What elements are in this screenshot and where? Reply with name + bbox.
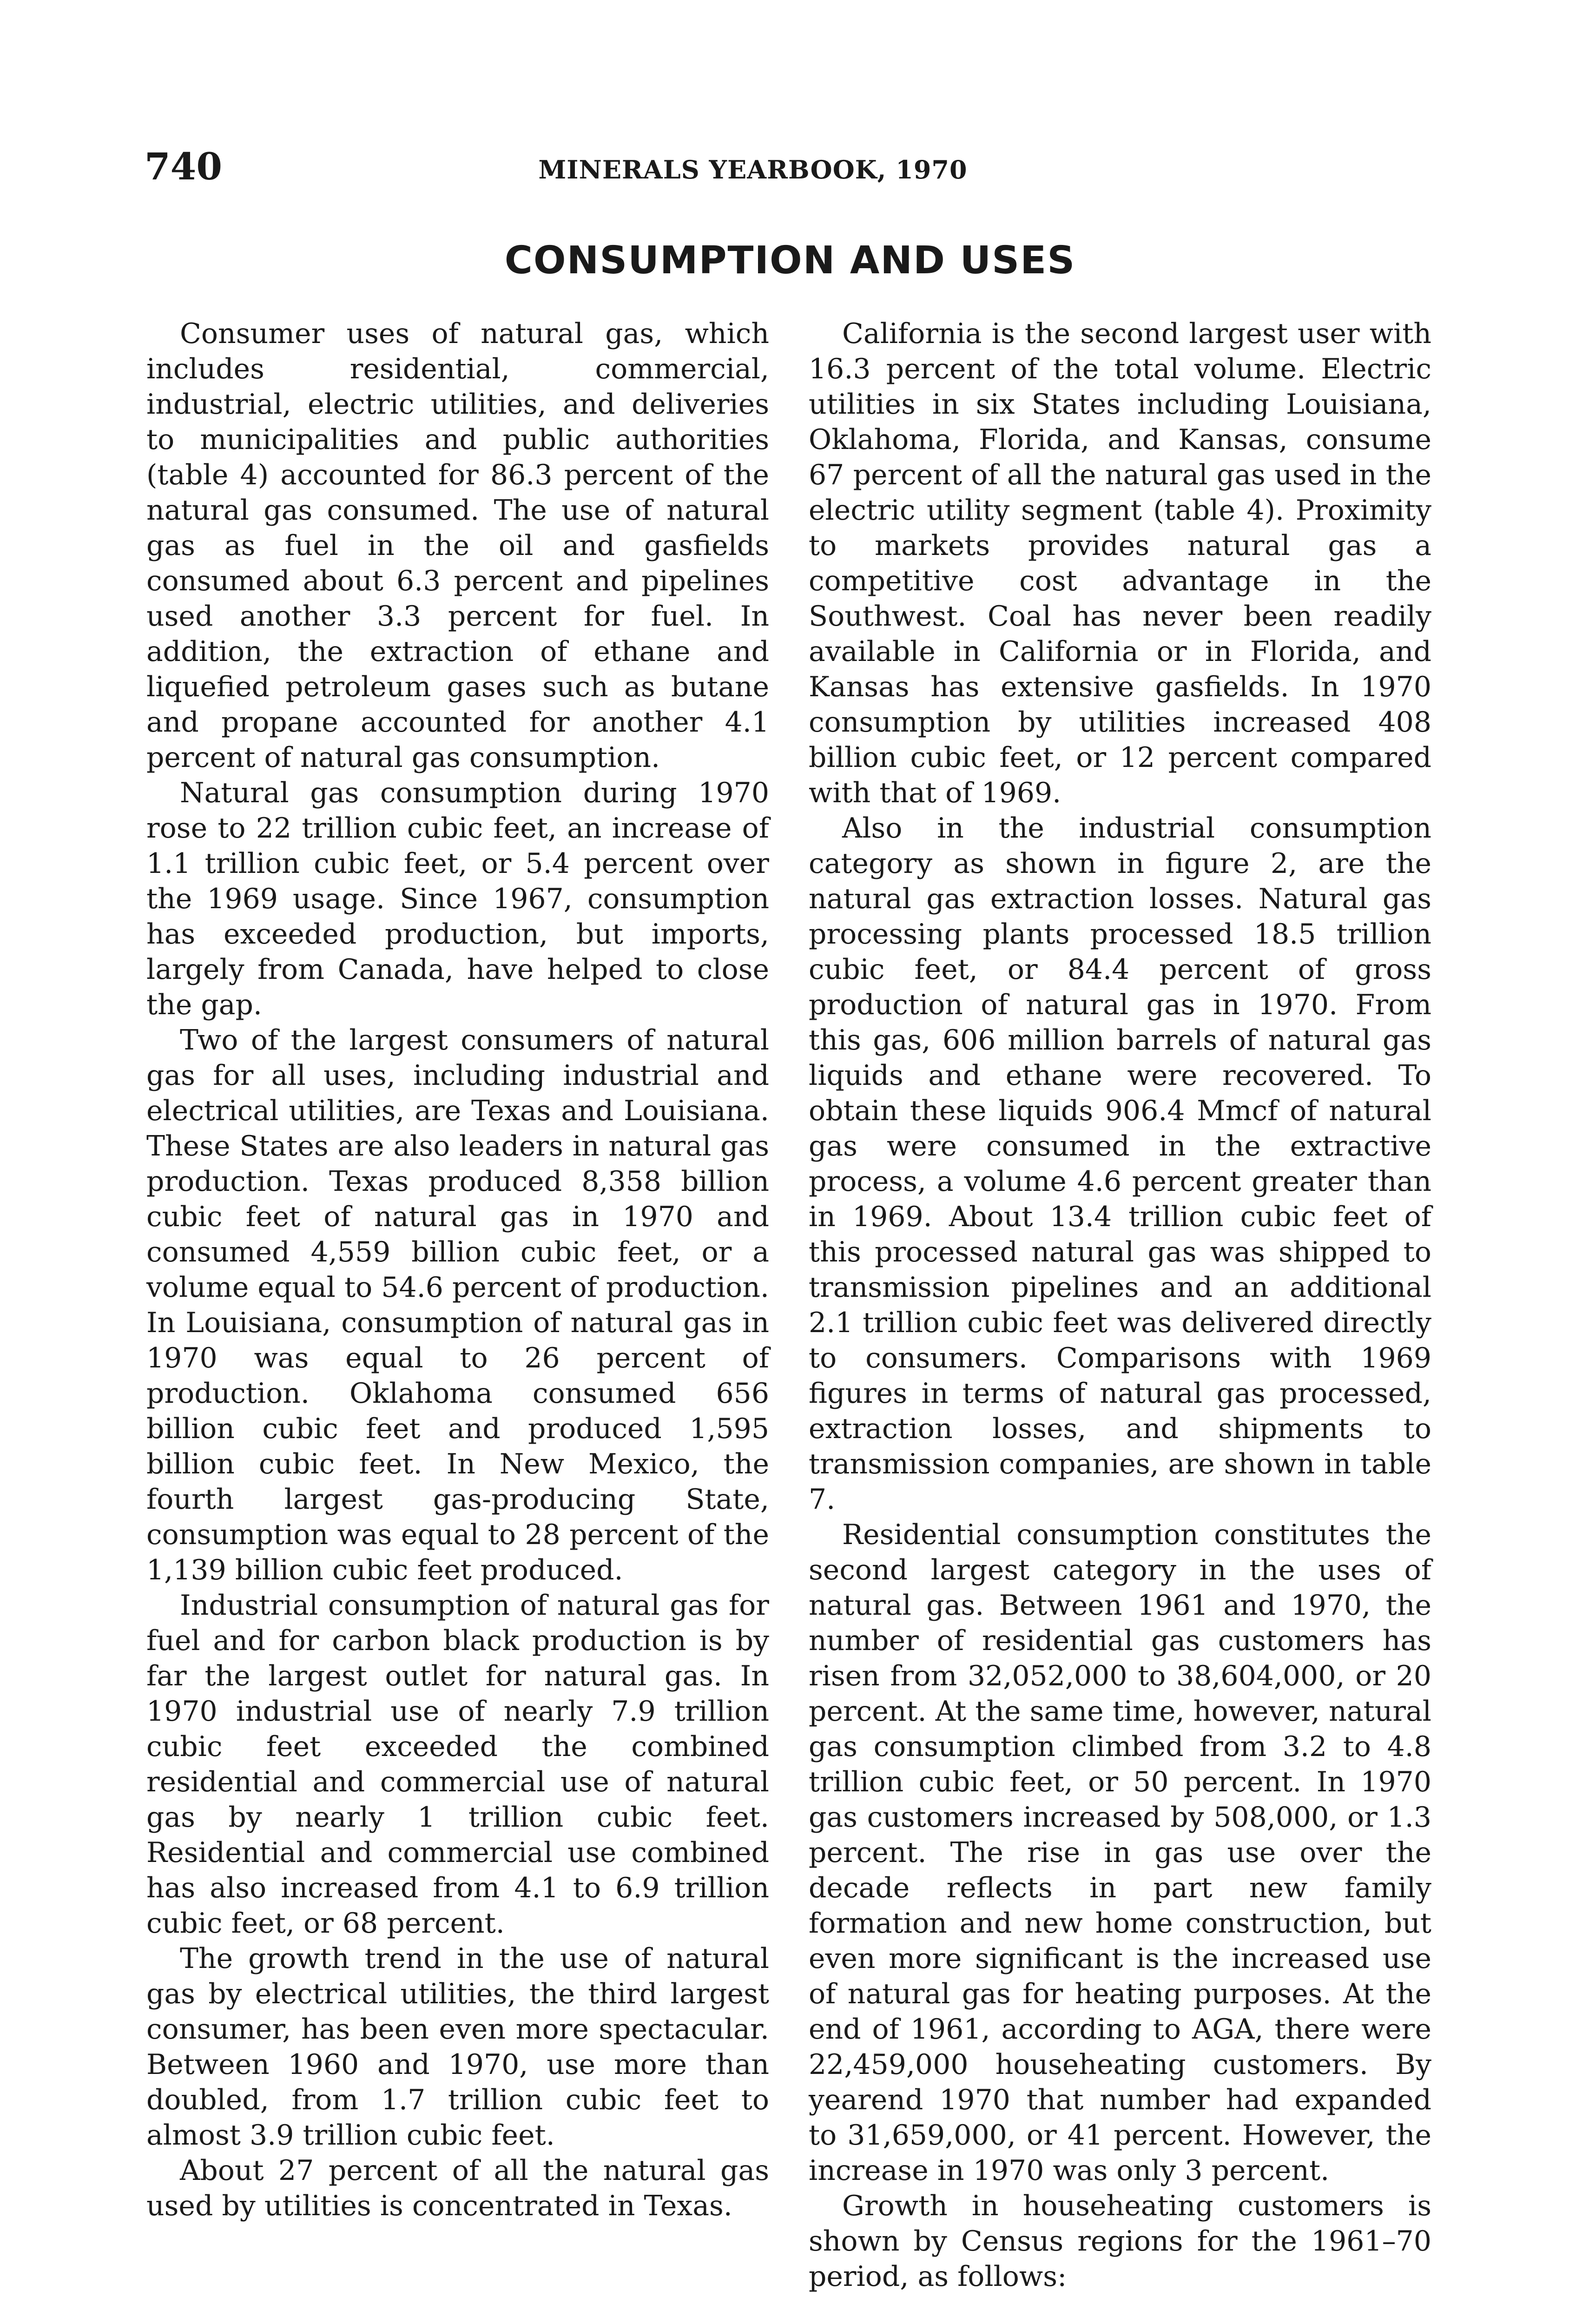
paragraph: Growth in househeating customers is shown by Census regions for the 1961–70 period, as follows: (809, 2190, 1431, 2293)
paragraph: Also in the industrial consumption category as shown in figure 2, are the natural gas extraction losses. Natural gas processing plants processed 18.5 trillion cubic feet, or 84.4 percent of gross production of natural gas in 1970. From this gas, 606 million barrels of natural gas liquids and ethane were recovered. To obtain these liquids 906.4 Mmcf of natural gas were consumed in the extractive process, a volume 4.6 percent greater than in 1969. About 13.4 trillion cubic feet of this processed natural gas was shipped to transmission pipelines and an additional 2.1 trillion cubic feet was delivered directly to consumers. Comparisons with 1969 figures in terms of natural gas processed, extraction losses, and shipments to transmission companies, are shown in table 7. (809, 812, 1431, 1516)
paragraph: Natural gas consumption during 1970 rose to 22 trillion cubic feet, an increase of 1.1 trillion cubic feet, or 5.4 percent over the 1969 usage. Since 1967, consumption has exceeded production, but imports, largely from Canada, have helped to close the gap. (146, 777, 769, 1021)
running-title: MINERALS YEARBOOK, 1970 (538, 155, 968, 185)
paragraph: The growth trend in the use of natural gas by electrical utilities, the third largest consumer, has been even more spectacular. Between 1960 and 1970, use more than doubled, from 1.7 trillion cubic feet to almost 3.9 trillion cubic feet. (146, 1942, 769, 2152)
paragraph: Residential consumption constitutes the second largest category in the uses of natural gas. Between 1961 and 1970, the number of residential gas customers has risen from 32,052,000 to 38,604,000, or 20 percent. At the same time, however, natural gas consumption climbed from 3.2 to 4.8 trillion cubic feet, or 50 percent. In 1970 gas customers increased by 508,000, or 1.3 percent. The rise in gas use over the decade reflects in part new family formation and new home construction, but even more significant is the increased use of natural gas for heating purposes. At the end of 1961, according to AGA, there were 22,459,000 househeating customers. By yearend 1970 that number had expanded to 31,659,000, or 41 percent. However, the increase in 1970 was only 3 percent. (809, 1519, 1431, 2187)
paragraph: Industrial consumption of natural gas for fuel and for carbon black production is by far the largest outlet for natural gas. In 1970 industrial use of nearly 7.9 trillion cubic feet exceeded the combined residential and commercial use of natural gas by nearly 1 trillion cubic feet. Residential and commercial use combined has also increased from 4.1 to 6.9 trillion cubic feet, or 68 percent. (146, 1589, 769, 1940)
section-title: CONSUMPTION AND USES (504, 238, 1076, 283)
page-number: 740 (145, 145, 222, 188)
right-column (809, 316, 1431, 2294)
paragraph: About 27 percent of all the natural gas used by utilities is concentrated in Texas. (146, 2154, 769, 2222)
paragraph: Consumer uses of natural gas, which includes residential, commercial, industrial, electric utilities, and deliveries to municipalities and public authorities (table 4) accounted for 86.3 percent of the natural gas consumed. The use of natural gas as fuel in the oil and gasfields consumed about 6.3 percent and pipelines used another 3.3 percent for fuel. In addition, the extraction of ethane and liquefied petroleum gases such as butane and propane accounted for another 4.1 percent of natural gas consumption. (146, 317, 769, 774)
paragraph: California is the second largest user with 16.3 percent of the total volume. Electric utilities in six States including Louisiana, Oklahoma, Florida, and Kansas, consume 67 percent of all the natural gas used in the electric utility segment (table 4). Proximity to markets provides natural gas a competitive cost advantage in the Southwest. Coal has never been readily available in California or in Florida, and Kansas has extensive gasfields. In 1970 consumption by utilities increased 408 billion cubic feet, or 12 percent compared with that of 1969. (809, 317, 1431, 809)
paragraph: Two of the largest consumers of natural gas for all uses, including industrial and electrical utilities, are Texas and Louisiana. These States are also leaders in natural gas production. Texas produced 8,358 billion cubic feet of natural gas in 1970 and consumed 4,559 billion cubic feet, or a volume equal to 54.6 percent of production. In Louisiana, consumption of natural gas in 1970 was equal to 26 percent of production. Oklahoma consumed 656 billion cubic feet and produced 1,595 billion cubic feet. In New Mexico, the fourth largest gas-producing State, consumption was equal to 28 percent of the 1,139 billion cubic feet produced. (146, 1024, 769, 1586)
left-column (146, 316, 769, 2224)
